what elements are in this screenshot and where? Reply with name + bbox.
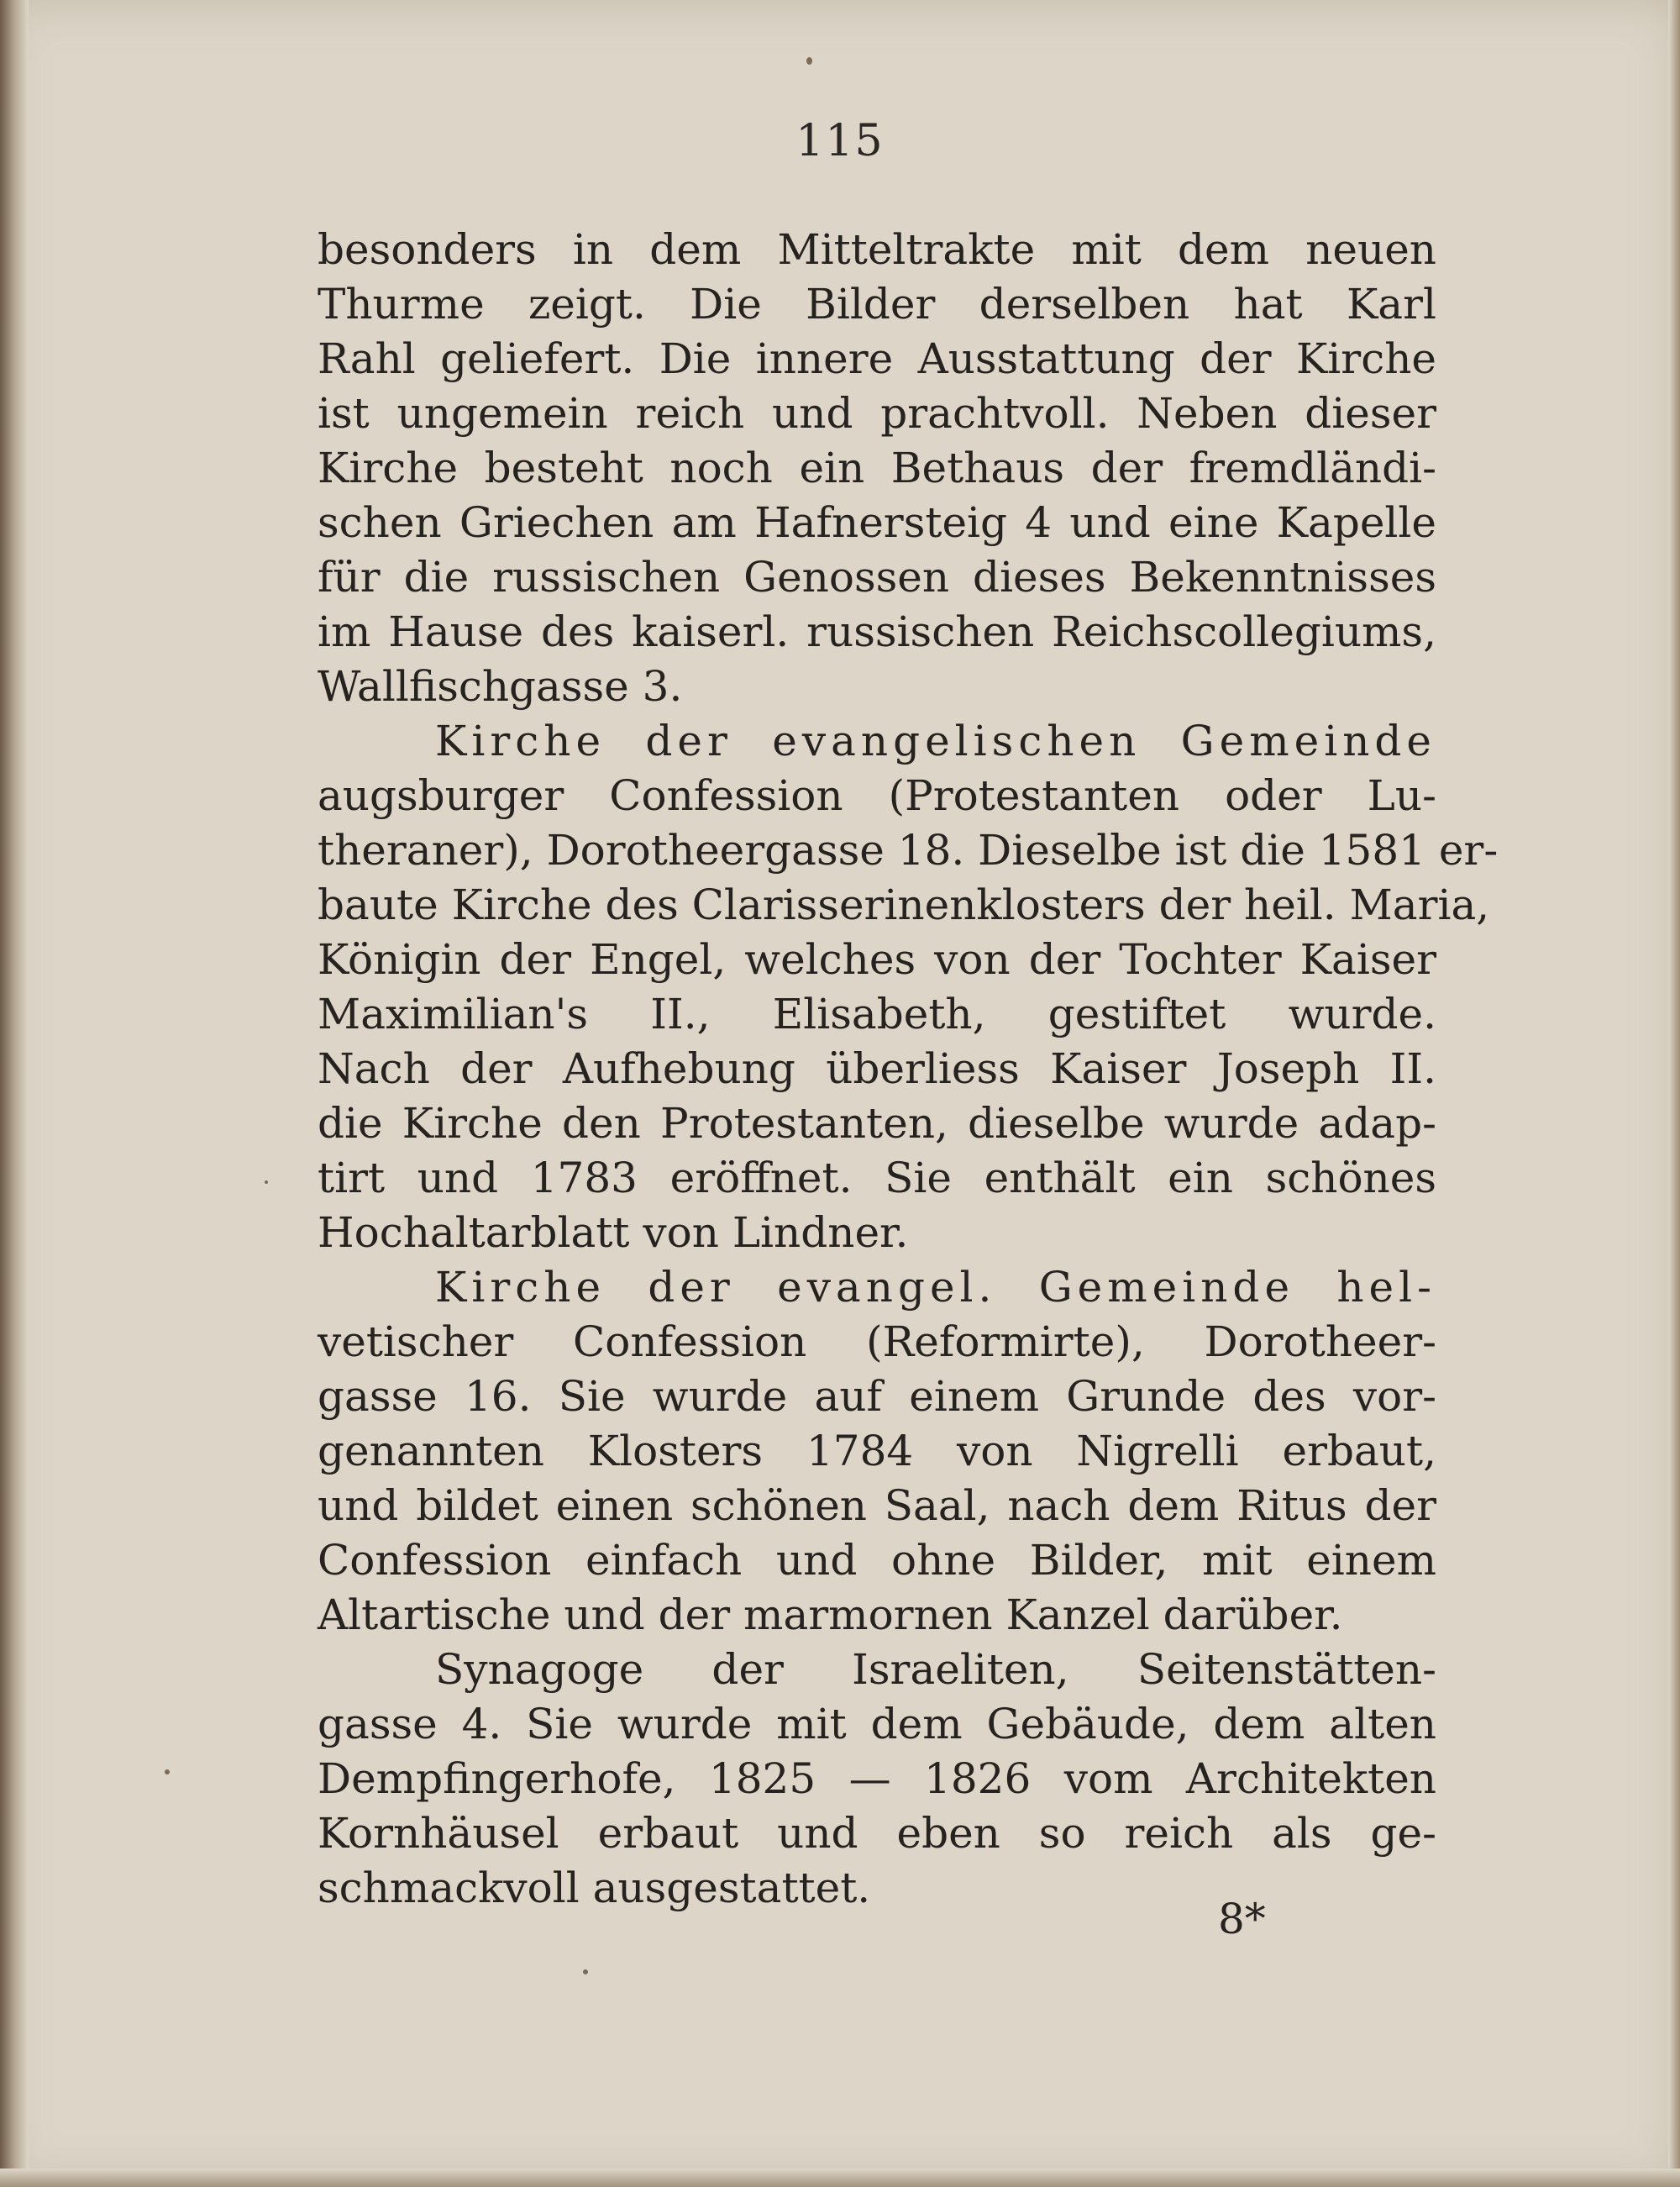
page-binding-edge	[0, 0, 29, 2187]
body-text	[318, 223, 1499, 1916]
section-heading-line: Synagoge der Israeliten, Seitenstätten-	[435, 1645, 1436, 1694]
text-line: Kirche besteht noch ein Bethaus der fremdländi-	[318, 444, 1436, 492]
text-line: Confession einfach und ohne Bilder, mit einem	[318, 1536, 1436, 1585]
text-line: baute Kirche des Clarisserinenklosters der heil. Maria,	[318, 881, 1490, 929]
text-line: Wallfischgasse 3.	[318, 662, 683, 711]
text-line: schen Griechen am Hafnersteig 4 und eine Kapelle	[318, 498, 1436, 547]
paper-speck	[265, 1180, 268, 1184]
text-line: und bildet einen schönen Saal, nach dem Ritus der	[318, 1481, 1436, 1530]
paper-speck	[806, 57, 812, 65]
text-line: theraner), Dorotheergasse 18. Dieselbe ist die 1581 er-	[318, 826, 1499, 875]
text-line: Hochaltarblatt von Lindner.	[318, 1208, 909, 1257]
text-line: vetischer Confession (Reformirte), Dorotheer-	[318, 1317, 1436, 1366]
paper-speck	[165, 1769, 170, 1774]
text-line: Rahl geliefert. Die innere Ausstattung der Kirche	[318, 334, 1436, 383]
text-line: gasse 4. Sie wurde mit dem Gebäude, dem alten	[318, 1700, 1436, 1748]
signature-mark: 8*	[1218, 1895, 1266, 1943]
page-number: 115	[795, 116, 885, 166]
text-line: schmackvoll ausgestattet.	[318, 1864, 871, 1912]
text-line: Kornhäusel erbaut und eben so reich als ge-	[318, 1809, 1436, 1858]
text-line: Thurme zeigt. Die Bilder derselben hat Karl	[318, 280, 1436, 329]
text-line: augsburger Confession (Protestanten oder Lu-	[318, 771, 1436, 820]
section-heading-line: Kirche der evangel. Gemeinde hel-	[435, 1263, 1436, 1312]
text-line: tirt und 1783 eröffnet. Sie enthält ein schönes	[318, 1154, 1436, 1202]
text-line: Altartische und der marmornen Kanzel darüber.	[318, 1590, 1343, 1639]
text-line: im Hause des kaiserl. russischen Reichscollegiums,	[318, 607, 1436, 656]
paper-speck	[583, 1969, 588, 1974]
text-line: die Kirche den Protestanten, dieselbe wurde adap-	[318, 1099, 1436, 1148]
section-heading-line: Kirche der evangelischen Gemeinde	[435, 717, 1436, 765]
text-line: genannten Klosters 1784 von Nigrelli erbaut,	[318, 1427, 1436, 1475]
text-line: besonders in dem Mitteltrakte mit dem neuen	[318, 225, 1436, 274]
text-line: für die russischen Genossen dieses Bekenntnisses	[318, 553, 1436, 602]
page-bottom-edge	[0, 2169, 1680, 2187]
text-line: Nach der Aufhebung überliess Kaiser Joseph II.	[318, 1044, 1436, 1093]
text-line: Königin der Engel, welches von der Tochter Kaiser	[318, 935, 1436, 984]
text-line: ist ungemein reich und prachtvoll. Neben dieser	[318, 389, 1436, 438]
text-line: Dempfingerhofe, 1825 — 1826 vom Architekten	[318, 1754, 1436, 1803]
text-line: Maximilian's II., Elisabeth, gestiftet wurde.	[318, 990, 1436, 1038]
text-line: gasse 16. Sie wurde auf einem Grunde des vor-	[318, 1372, 1436, 1421]
page-right-edge	[1668, 0, 1680, 2187]
